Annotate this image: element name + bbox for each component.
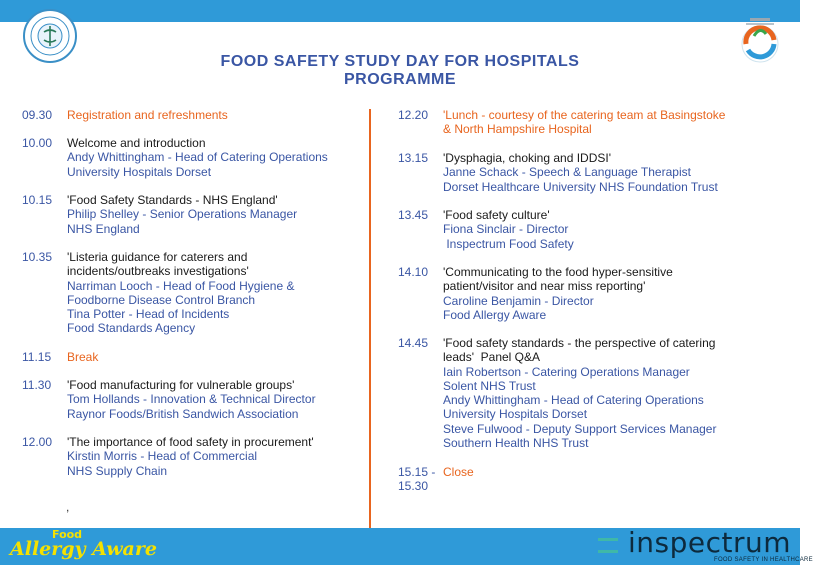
allergy-logo-food-text: Food [52,528,83,541]
session-line: Break [67,350,99,364]
session-line: Andy Whittingham - Head of Catering Operations [443,393,704,408]
session-time [398,151,443,194]
session-line: & North Hampshire Hospital [443,122,592,137]
session-time-start: 10.15 [22,193,53,207]
session-row [22,378,362,421]
session-time [22,136,67,179]
session-row [22,193,362,236]
inspectrum-wordmark: inspectrum [628,526,792,559]
session-time [398,265,443,322]
session-time-start: 12.20 [398,108,429,122]
session-content [443,336,788,450]
inspectrum-tagline: FOOD SAFETY IN HEALTHCARE [714,557,813,563]
session-line: Food Standards Agency [67,321,196,336]
session-line: 'The importance of food safety in procurement' [67,435,314,449]
session-line: Southern Health NHS Trust [443,436,589,451]
session-row [398,265,788,322]
session-time [22,108,67,122]
session-row [398,108,788,137]
session-content [67,136,362,179]
session-line: 'Food manufacturing for vulnerable groups' [67,378,295,392]
session-line: Close [443,465,474,479]
session-line: 'Dysphagia, choking and IDDSI' [443,151,612,165]
session-line: Caroline Benjamin - Director [443,293,594,308]
session-line: Iain Robertson - Catering Operations Manager [443,364,690,379]
session-content [443,108,788,137]
session-line: Philip Shelley - Senior Operations Manager [67,207,298,222]
session-line: Welcome and introduction [67,136,206,150]
session-row [22,108,362,122]
session-line: 'Listeria guidance for caterers and [67,250,248,264]
session-line: Tina Potter - Head of Incidents [67,307,230,322]
session-time [398,336,443,450]
session-line: Fiona Sinclair - Director [443,222,569,237]
session-time-start: 13.15 [398,151,429,165]
session-row [22,136,362,179]
session-content [67,435,362,478]
session-line: leads' Panel Q&A [443,350,541,365]
top-banner [0,0,800,22]
session-time [22,435,67,478]
session-line: NHS England [67,221,140,236]
session-line: University Hospitals Dorset [443,407,588,422]
session-time-start: 11.15 [22,350,52,364]
session-time [22,193,67,236]
session-content [67,378,362,421]
session-line: Foodborne Disease Control Branch [67,292,256,307]
session-line: 'Communicating to the food hyper-sensitive [443,265,673,279]
page-title [0,53,800,89]
session-content [67,250,362,336]
session-line: Steve Fulwood - Deputy Support Services Manager [443,421,717,436]
session-time-start: 14.45 [398,336,429,350]
session-line: University Hospitals Dorset [67,164,212,179]
session-time-start: 15.15 - [398,465,436,479]
title-line-2: PROGRAMME [343,71,457,88]
session-line: Kirstin Morris - Head of Commercial [67,449,258,464]
session-line: NHS Supply Chain [67,463,168,478]
session-line: Solent NHS Trust [443,378,536,393]
session-time-start: 11.30 [22,378,52,392]
session-line: Inspectrum Food Safety [443,236,574,251]
session-time-start: 10.00 [22,136,53,150]
stray-comma: , [66,500,70,514]
session-time [398,465,443,494]
session-line: Dorset Healthcare University NHS Foundation Trust [443,179,718,194]
session-line: incidents/outbreaks investigations' [67,264,249,279]
session-line: Narriman Looch - Head of Food Hygiene & [67,278,295,293]
session-time [398,208,443,251]
session-time [22,350,67,364]
session-line: patient/visitor and near miss reporting' [443,279,646,294]
session-time-start: 10.35 [22,250,53,264]
inspectrum-mark-icon [598,536,624,556]
session-row [398,208,788,251]
session-time [398,108,443,137]
session-content [67,350,362,364]
session-line: Registration and refreshments [67,108,228,122]
session-row [398,151,788,194]
session-line: Food Allergy Aware [443,307,547,322]
session-time-start: 09.30 [22,108,53,122]
session-line: 'Lunch - courtesy of the catering team at Basingstoke [443,108,726,122]
session-line: 'Food safety culture' [443,208,550,222]
session-time-start: 13.45 [398,208,429,222]
session-row [22,435,362,478]
session-content [67,108,362,122]
session-time-start: 12.00 [22,435,53,449]
session-line: Andy Whittingham - Head of Catering Operations [67,150,328,165]
session-line: Janne Schack - Speech & Language Therapist [443,165,691,180]
column-divider [369,109,371,528]
session-line: Tom Hollands - Innovation & Technical Director [67,392,316,407]
session-time [22,250,67,336]
session-content [443,265,788,322]
inspectrum-logo [598,526,813,564]
session-content [443,208,788,251]
session-row [398,465,788,494]
session-row [22,350,362,364]
allergy-logo-main-text: Allergy Aware [10,538,157,560]
title-line-1: FOOD SAFETY STUDY DAY FOR HOSPITALS [220,53,580,70]
session-row [398,336,788,450]
session-time-start: 14.10 [398,265,429,279]
session-line: Raynor Foods/British Sandwich Association [67,406,299,421]
session-content [443,151,788,194]
session-line: 'Food safety standards - the perspective of catering [443,336,716,350]
session-time [22,378,67,421]
session-content [443,465,788,494]
session-content [67,193,362,236]
session-time-end: 15.30 [398,479,429,494]
session-line: 'Food Safety Standards - NHS England' [67,193,278,207]
session-row [22,250,362,336]
